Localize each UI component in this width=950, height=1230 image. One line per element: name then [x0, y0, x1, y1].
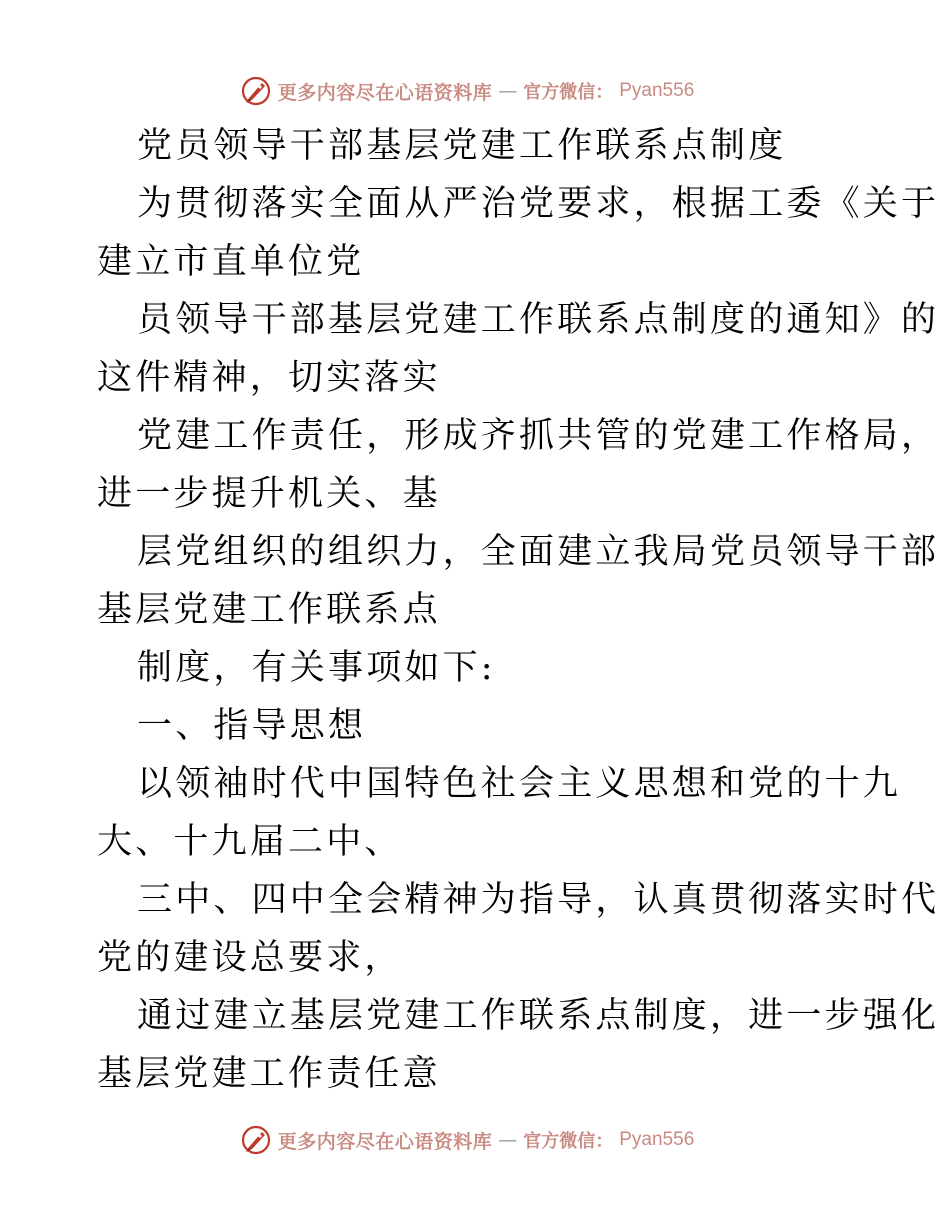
watermark-text: 更多内容尽在心语资料库 — [277, 1130, 493, 1153]
watermark-wechat-label: 官方微信： — [523, 1131, 614, 1152]
document-line: 三中、四中全会精神为指导，认真贯彻落实时代 — [137, 880, 940, 920]
watermark-separator: — — [498, 80, 518, 102]
document-line: 一、指导思想 — [137, 706, 367, 746]
document-line: 基层党建工作联系点 — [97, 590, 441, 630]
quill-pen-logo-icon — [240, 75, 272, 107]
watermark-text: 更多内容尽在心语资料库 — [277, 81, 493, 104]
document-line: 通过建立基层党建工作联系点制度，进一步强化 — [137, 996, 940, 1036]
document-line: 基层党建工作责任意 — [97, 1054, 441, 1094]
watermark-wechat-label: 官方微信： — [523, 82, 614, 103]
footer-watermark-banner — [0, 1120, 950, 1160]
watermark-wechat-id: Pyan556 — [619, 80, 695, 101]
document-line: 大、十九届二中、 — [97, 822, 403, 862]
quill-pen-logo-icon — [240, 1124, 272, 1156]
document-line: 员领导干部基层党建工作联系点制度的通知》的 — [137, 300, 940, 340]
document-body — [97, 117, 940, 1103]
document-line: 党的建设总要求， — [97, 938, 403, 978]
document-line: 进一步提升机关、基 — [97, 474, 441, 514]
document-line: 制度，有关事项如下: — [137, 648, 496, 688]
document-line: 这件精神，切实落实 — [97, 358, 441, 398]
document-line: 党建工作责任，形成齐抓共管的党建工作格局， — [137, 416, 940, 456]
watermark-wechat-id: Pyan556 — [619, 1129, 695, 1150]
document-line: 为贯彻落实全面从严治党要求，根据工委《关于 — [137, 184, 940, 224]
watermark-separator: — — [498, 1129, 518, 1151]
document-line: 以领袖时代中国特色社会主义思想和党的十九 — [137, 764, 902, 804]
document-line: 层党组织的组织力，全面建立我局党员领导干部 — [137, 532, 940, 572]
header-watermark-banner — [0, 71, 950, 111]
document-line: 建立市直单位党 — [97, 242, 365, 282]
document-line: 党员领导干部基层党建工作联系点制度 — [137, 126, 787, 166]
